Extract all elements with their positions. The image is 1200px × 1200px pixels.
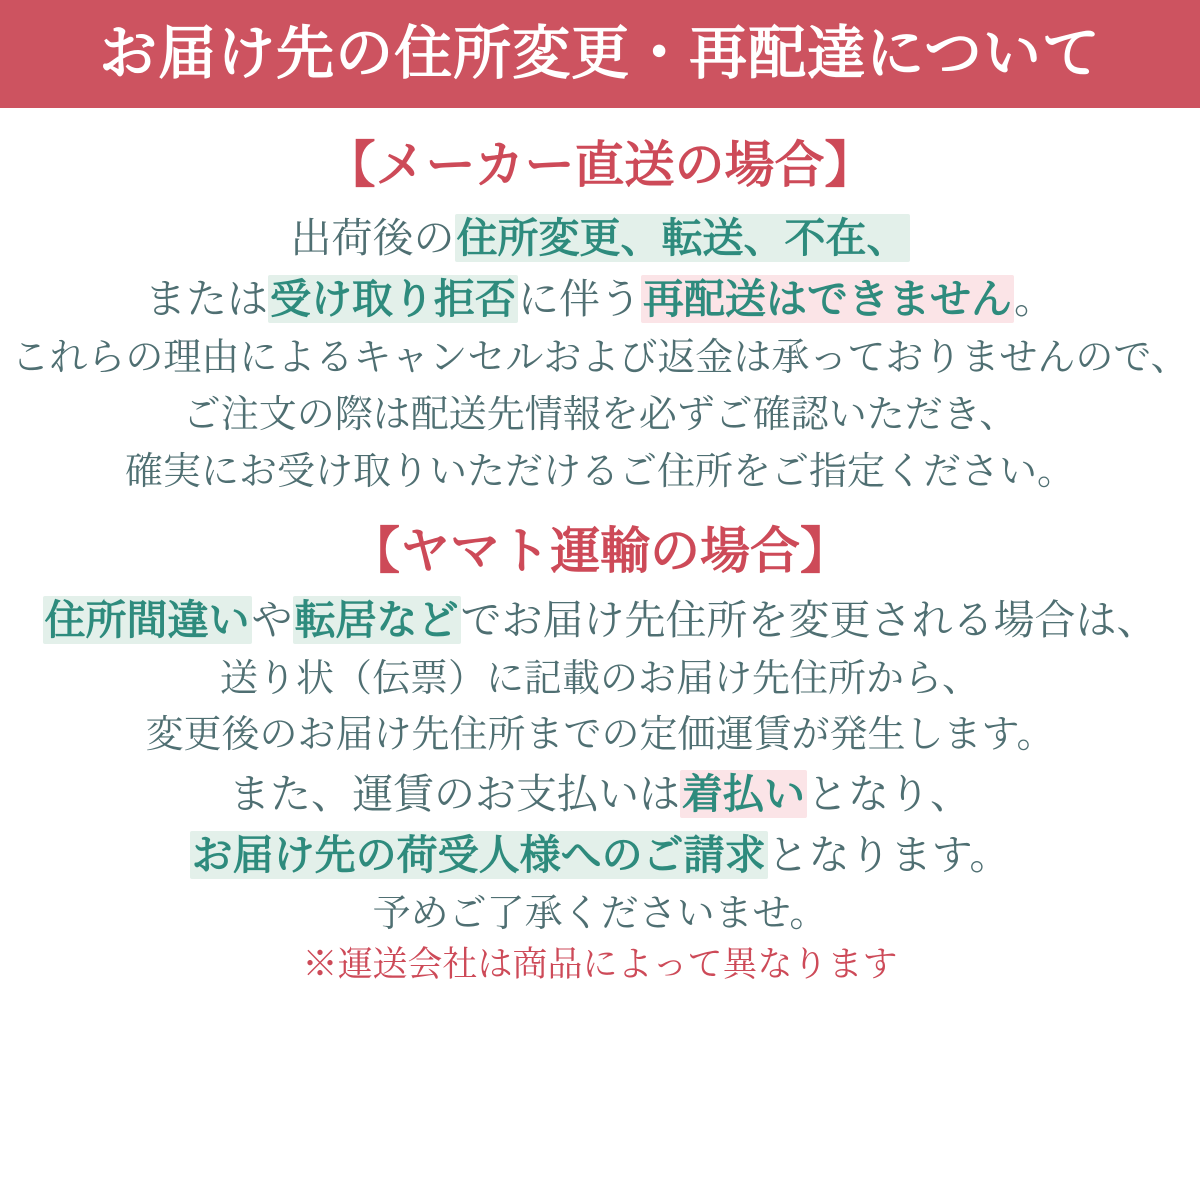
notice-line (0, 593, 1200, 648)
notice-line: これらの理由によるキャンセルおよび返金は承っておりませんので、 (11, 336, 1189, 379)
text-segment: となり、 (807, 771, 971, 818)
notice-line: 変更後のお届け先住所までの定価運賃が発生します。 (145, 714, 1055, 757)
notice-line: 送り状（伝票）に記載のお届け先住所から、 (219, 657, 980, 700)
text-segment: また、運賃のお支払いは (229, 771, 680, 818)
notice-line (0, 767, 1200, 822)
highlight-segment: 再配送はできません (643, 275, 1012, 322)
highlight-segment: 住所変更、転送、不在、 (456, 215, 908, 261)
footnote: ※運送会社は商品によって異なります (302, 945, 898, 985)
text-segment: 。 (1014, 275, 1055, 322)
notice-line (0, 272, 1200, 327)
notice-line (0, 211, 1200, 266)
highlight-segment: 着払い (682, 771, 805, 818)
notice-line: 予めご了承くださいませ。 (372, 893, 828, 936)
text-segment: や (251, 596, 293, 643)
highlight-segment: 受け取り拒否 (270, 275, 516, 322)
notice-line: 確実にお受け取りいただけるご住所をご指定ください。 (124, 450, 1075, 493)
text-segment: となります。 (767, 832, 1011, 879)
highlight-segment: 住所間違い (44, 596, 250, 643)
section-body-maker-direct (0, 211, 1200, 498)
text-segment: でお届け先住所を変更される場合は、 (460, 596, 1158, 643)
page-header (0, 0, 1200, 108)
notice-content (0, 138, 1200, 986)
page-title: お届け先の住所変更・再配達について (99, 21, 1101, 86)
highlight-segment: お届け先の荷受人様へのご請求 (191, 832, 766, 879)
text-segment: に伴う (518, 275, 641, 322)
section-heading-maker-direct: 【メーカー直送の場合】 (325, 137, 875, 193)
text-segment: または (145, 275, 268, 322)
notice-line: ご注文の際は配送先情報を必ずご確認いただき、 (182, 393, 1018, 436)
text-segment: 出荷後の (290, 215, 455, 261)
notice-line (0, 828, 1200, 883)
section-body-yamato (0, 593, 1200, 941)
section-heading-yamato: 【ヤマト運輸の場合】 (350, 522, 850, 579)
highlight-segment: 転居など (294, 596, 459, 643)
